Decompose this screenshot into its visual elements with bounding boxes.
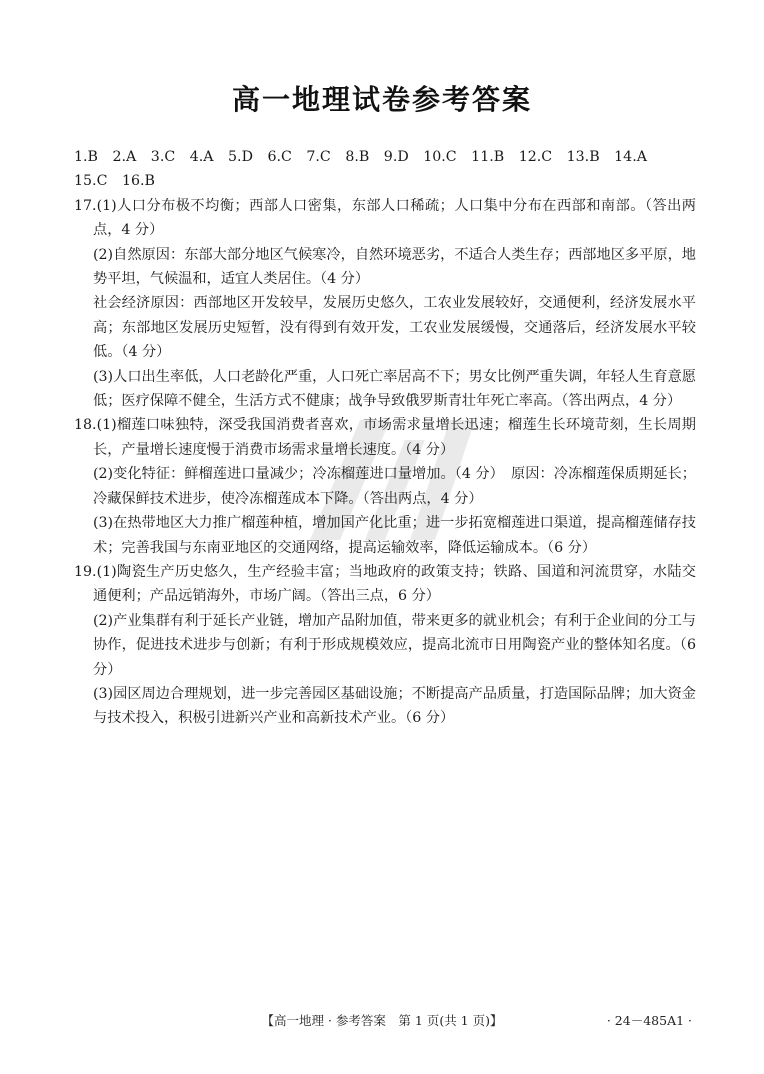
q17-part-3: (3)人口出生率低，人口老龄化严重，人口死亡率居高不下；男女比例严重失调，年轻人生育意愿低；医疗保障不健全，生活方式不健康；战争导致俄罗斯青壮年死亡率高。（答出两点，4 分） [93, 368, 696, 410]
q18-part-3: (3)在热带地区大力推广榴莲种植，增加国产化比重；进一步拓宽榴莲进口渠道，提高榴莲储存技术；完善我国与东南亚地区的交通网络，提高运输效率，降低运输成本。（6 分） [93, 515, 696, 556]
mc-answer: 3.C [150, 149, 176, 165]
q18-part-2: (2)变化特征：鲜榴莲进口量减少；冷冻榴莲进口量增加。（4 分） 原因：冷冻榴莲保质期延长；冷藏保鲜技术进步，使冷冻榴莲成本下降。（答出两点，4 分） [93, 466, 696, 507]
mc-answer: 1.B [74, 149, 98, 165]
mc-answers-line-2 [74, 169, 696, 193]
question-18 [74, 413, 696, 559]
question-17 [74, 194, 696, 414]
mc-answer: 8.B [345, 149, 370, 165]
mc-answer: 2.A [112, 149, 137, 165]
mc-answer: 6.C [267, 149, 292, 165]
footer-page-info: 【高一地理 · 参考答案 第 1 页(共 1 页)】 [261, 1013, 503, 1028]
q17-part-1: 17.(1)人口分布极不均衡；西部人口密集，东部人口稀疏；人口集中分布在西部和南部。（答出两点，4 分） [74, 197, 696, 239]
q19-part-2: (2)产业集群有利于延长产业链，增加产品附加值，带来更多的就业机会；有利于企业间的分工与协作，促进技术进步与创新；有利于形成规模效应，提高北流市日用陶瓷产业的整体知名度。（6 分） [93, 612, 696, 678]
answer-content [74, 145, 696, 731]
q17-part-2: (2)自然原因：东部大部分地区气候寒冷，自然环境恶劣，不适合人类生存；西部地区多平原，地势平坦，气候温和，适宜人类居住。（4 分） [93, 246, 696, 288]
q18-part-1: 18.(1)榴莲口味独特，深受我国消费者喜欢，市场需求量增长迅速；榴莲生长环境苛刻，生长周期长，产量增长速度慢于消费市场需求量增长速度。（4 分） [74, 417, 696, 458]
mc-answer: 5.D [228, 149, 253, 165]
mc-answer: 13.B [566, 149, 600, 165]
mc-answer: 14.A [614, 149, 647, 165]
mc-answers-line-1 [74, 145, 696, 169]
mc-answer: 7.C [306, 149, 331, 165]
q17-part-2-social: 社会经济原因：西部地区开发较早，发展历史悠久，工农业发展较好，交通便利，经济发展水平高；东部地区发展历史短暂，没有得到有效开发，工农业发展缓慢，交通落后，经济发展水平较低。（4 分） [93, 295, 696, 361]
page-title: 高一地理试卷参考答案 [231, 83, 532, 116]
mc-answer: 11.B [471, 149, 505, 165]
mc-answer: 9.D [383, 149, 409, 165]
mc-answer: 4.A [189, 149, 214, 165]
q19-part-1: 19.(1)陶瓷生产历史悠久，生产经验丰富；当地政府的政策支持；铁路、国道和河流贯穿，水陆交通便利；产品远销海外，市场广阔。（答出三点，6 分） [74, 563, 696, 605]
mc-answer: 16.B [121, 173, 155, 190]
q19-part-3: (3)园区周边合理规划，进一步完善园区基础设施；不断提高产品质量，打造国际品牌；加大资金与技术投入，积极引进新兴产业和高新技术产业。（6 分） [93, 685, 696, 727]
mc-answer: 10.C [423, 149, 457, 165]
mc-answer: 12.C [518, 149, 553, 165]
mc-answer: 15.C [74, 173, 108, 190]
question-19 [74, 560, 696, 731]
footer-doc-code: · 24－485A1 · [606, 1013, 692, 1028]
